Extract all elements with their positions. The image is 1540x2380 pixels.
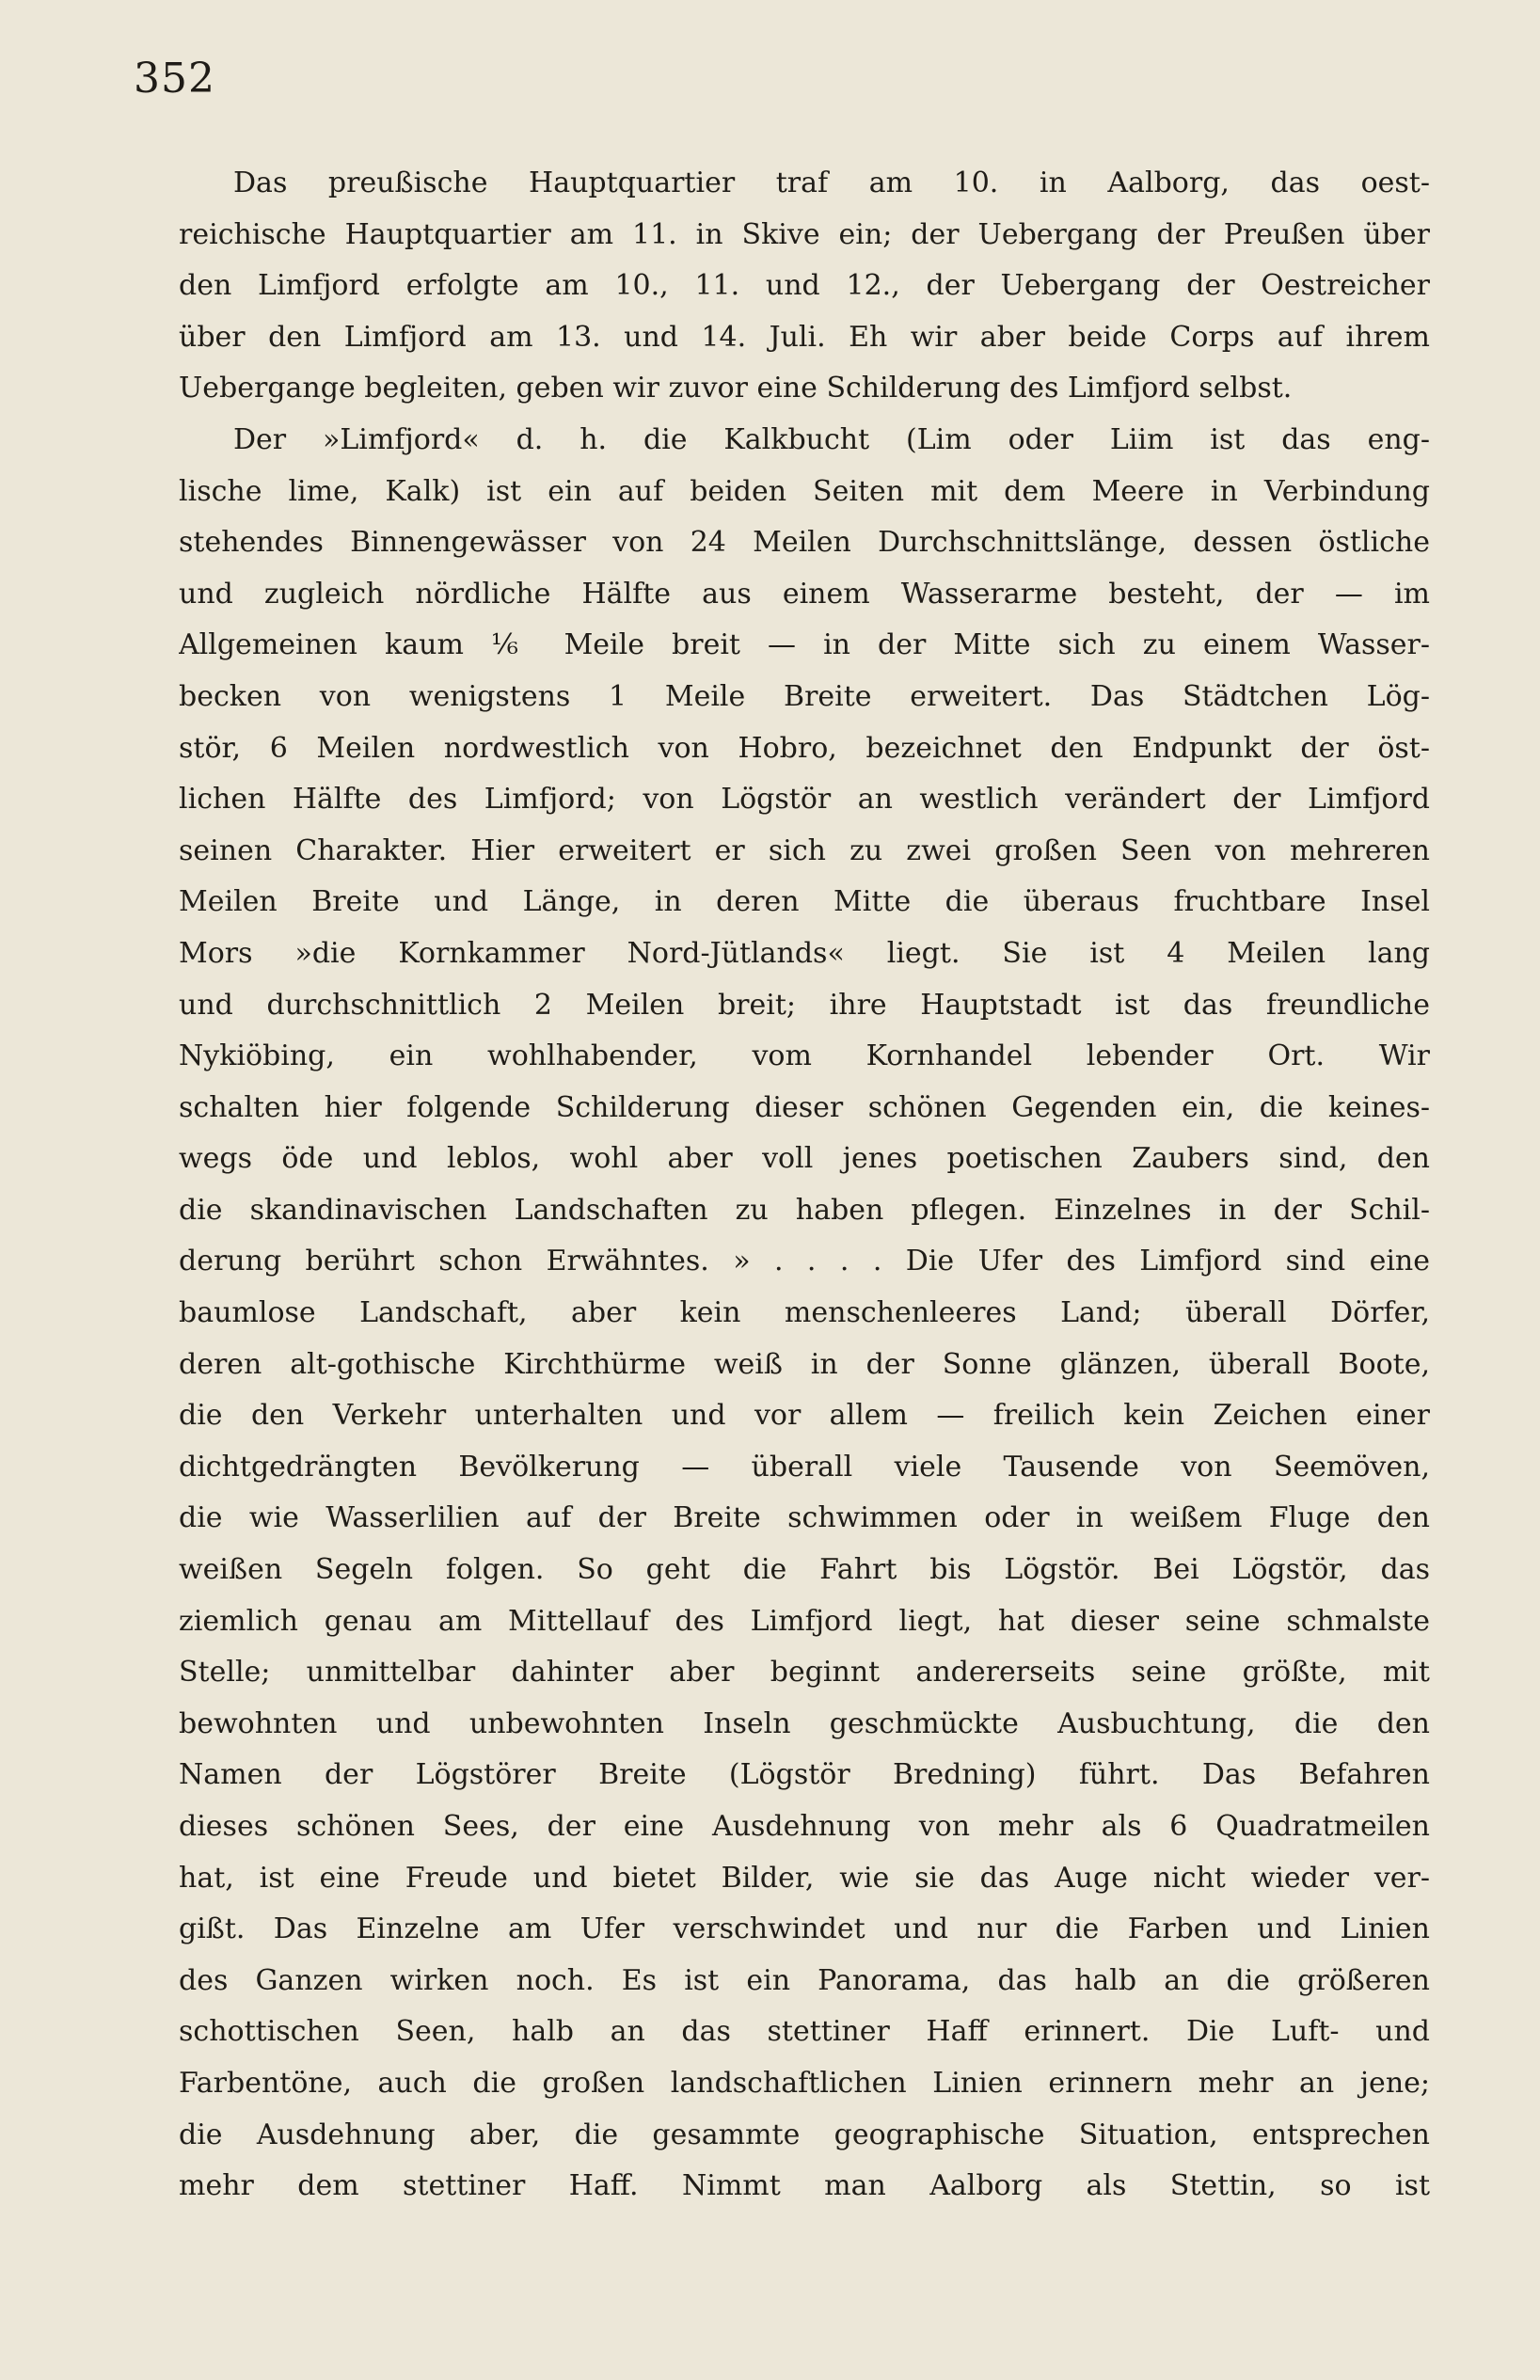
text-line: wegs öde und leblos, wohl aber voll jenes poetischen Zaubers sind, den xyxy=(179,1142,1430,1176)
text-line: seinen Charakter. Hier erweitert er sich zu zwei großen Seen von mehreren xyxy=(179,833,1430,867)
text-line: und durchschnittlich 2 Meilen breit; ihre Hauptstadt ist das freundliche xyxy=(179,988,1430,1022)
text-line: Allgemeinen kaum ⅙ Meile breit — in der Mitte sich zu einem Wasser- xyxy=(179,628,1430,662)
text-line: weißen Segeln folgen. So geht die Fahrt bis Lögstör. Bei Lögstör, das xyxy=(179,1553,1430,1587)
text-line: die skandinavischen Landschaften zu haben pflegen. Einzelnes in der Schil- xyxy=(179,1193,1430,1227)
text-line: Das preußische Hauptquartier traf am 10. in Aalborg, das oest- xyxy=(233,167,1430,199)
text-line: die den Verkehr unterhalten und vor allem — freilich kein Zeichen einer xyxy=(179,1399,1430,1433)
text-line: über den Limfjord am 13. und 14. Juli. Eh wir aber beide Corps auf ihrem xyxy=(179,320,1430,354)
text-line: ziemlich genau am Mittellauf des Limfjord liegt, hat dieser seine schmalste xyxy=(179,1604,1430,1638)
text-line: derung berührt schon Erwähntes. » . . . . Die Ufer des Limfjord sind eine xyxy=(179,1245,1430,1278)
text-line: und zugleich nördliche Hälfte aus einem Wasserarme besteht, der — im xyxy=(179,577,1430,611)
text-line: hat, ist eine Freude und bietet Bilder, wie sie das Auge nicht wieder ver- xyxy=(179,1861,1430,1895)
text-line: stör, 6 Meilen nordwestlich von Hobro, bezeichnet den Endpunkt der öst- xyxy=(179,731,1430,765)
text-line: lichen Hälfte des Limfjord; von Lögstör an westlich verändert der Limfjord xyxy=(179,783,1430,817)
text-line: dichtgedrängten Bevölkerung — überall viele Tausende von Seemöven, xyxy=(179,1450,1430,1484)
text-line: deren alt-gothische Kirchthürme weiß in der Sonne glänzen, überall Boote, xyxy=(179,1347,1430,1381)
text-line: Nykiöbing, ein wohlhabender, vom Kornhandel lebender Ort. Wir xyxy=(179,1039,1430,1073)
text-line: Farbentöne, auch die großen landschaftlichen Linien erinnern mehr an jene; xyxy=(179,2066,1430,2100)
text-line: mehr dem stettiner Haff. Nimmt man Aalborg als Stettin, so ist xyxy=(179,2169,1430,2203)
text-line: den Limfjord erfolgte am 10., 11. und 12., der Uebergang der Oestreicher xyxy=(179,269,1430,303)
text-line: bewohnten und unbewohnten Inseln geschmückte Ausbuchtung, die den xyxy=(179,1706,1430,1740)
text-line: dieses schönen Sees, der eine Ausdehnung von mehr als 6 Quadratmeilen xyxy=(179,1810,1430,1843)
text-line: lische lime, Kalk) ist ein auf beiden Seiten mit dem Meere in Verbindung xyxy=(179,474,1430,508)
page-number: 352 xyxy=(134,55,215,103)
text-line: gißt. Das Einzelne am Ufer verschwindet und nur die Farben und Linien xyxy=(179,1912,1430,1946)
text-line: schalten hier folgende Schilderung dieser schönen Gegenden ein, die keines- xyxy=(179,1090,1430,1124)
text-line: Namen der Lögstörer Breite (Lögstör Bredning) führt. Das Befahren xyxy=(179,1758,1430,1792)
text-line: des Ganzen wirken noch. Es ist ein Panorama, das halb an die größeren xyxy=(179,1963,1430,1997)
text-line: Stelle; unmittelbar dahinter aber beginnt andererseits seine größte, mit xyxy=(179,1656,1430,1690)
text-line: Der »Limfjord« d. h. die Kalkbucht (Lim oder Liim ist das eng- xyxy=(233,422,1430,456)
text-line: Mors »die Kornkammer Nord-Jütlands« liegt. Sie ist 4 Meilen lang xyxy=(179,936,1430,970)
text-line: die wie Wasserlilien auf der Breite schwimmen oder in weißem Fluge den xyxy=(179,1501,1430,1535)
text-line: becken von wenigstens 1 Meile Breite erweitert. Das Städtchen Lög- xyxy=(179,679,1430,713)
text-line: baumlose Landschaft, aber kein menschenleeres Land; überall Dörfer, xyxy=(179,1296,1430,1330)
body-text xyxy=(179,158,1430,2213)
text-line: reichische Hauptquartier am 11. in Skive ein; der Uebergang der Preußen über xyxy=(179,217,1430,251)
text-line: Meilen Breite und Länge, in deren Mitte die überaus fruchtbare Insel xyxy=(179,885,1430,919)
text-line: schottischen Seen, halb an das stettiner Haff erinnert. Die Luft- und xyxy=(179,2015,1430,2049)
text-line: Uebergange begleiten, geben wir zuvor eine Schilderung des Limfjord selbst. xyxy=(179,372,1293,405)
text-line: die Ausdehnung aber, die gesammte geographische Situation, entsprechen xyxy=(179,2118,1430,2151)
text-line: stehendes Binnengewässer von 24 Meilen Durchschnittslänge, dessen östliche xyxy=(179,526,1430,560)
